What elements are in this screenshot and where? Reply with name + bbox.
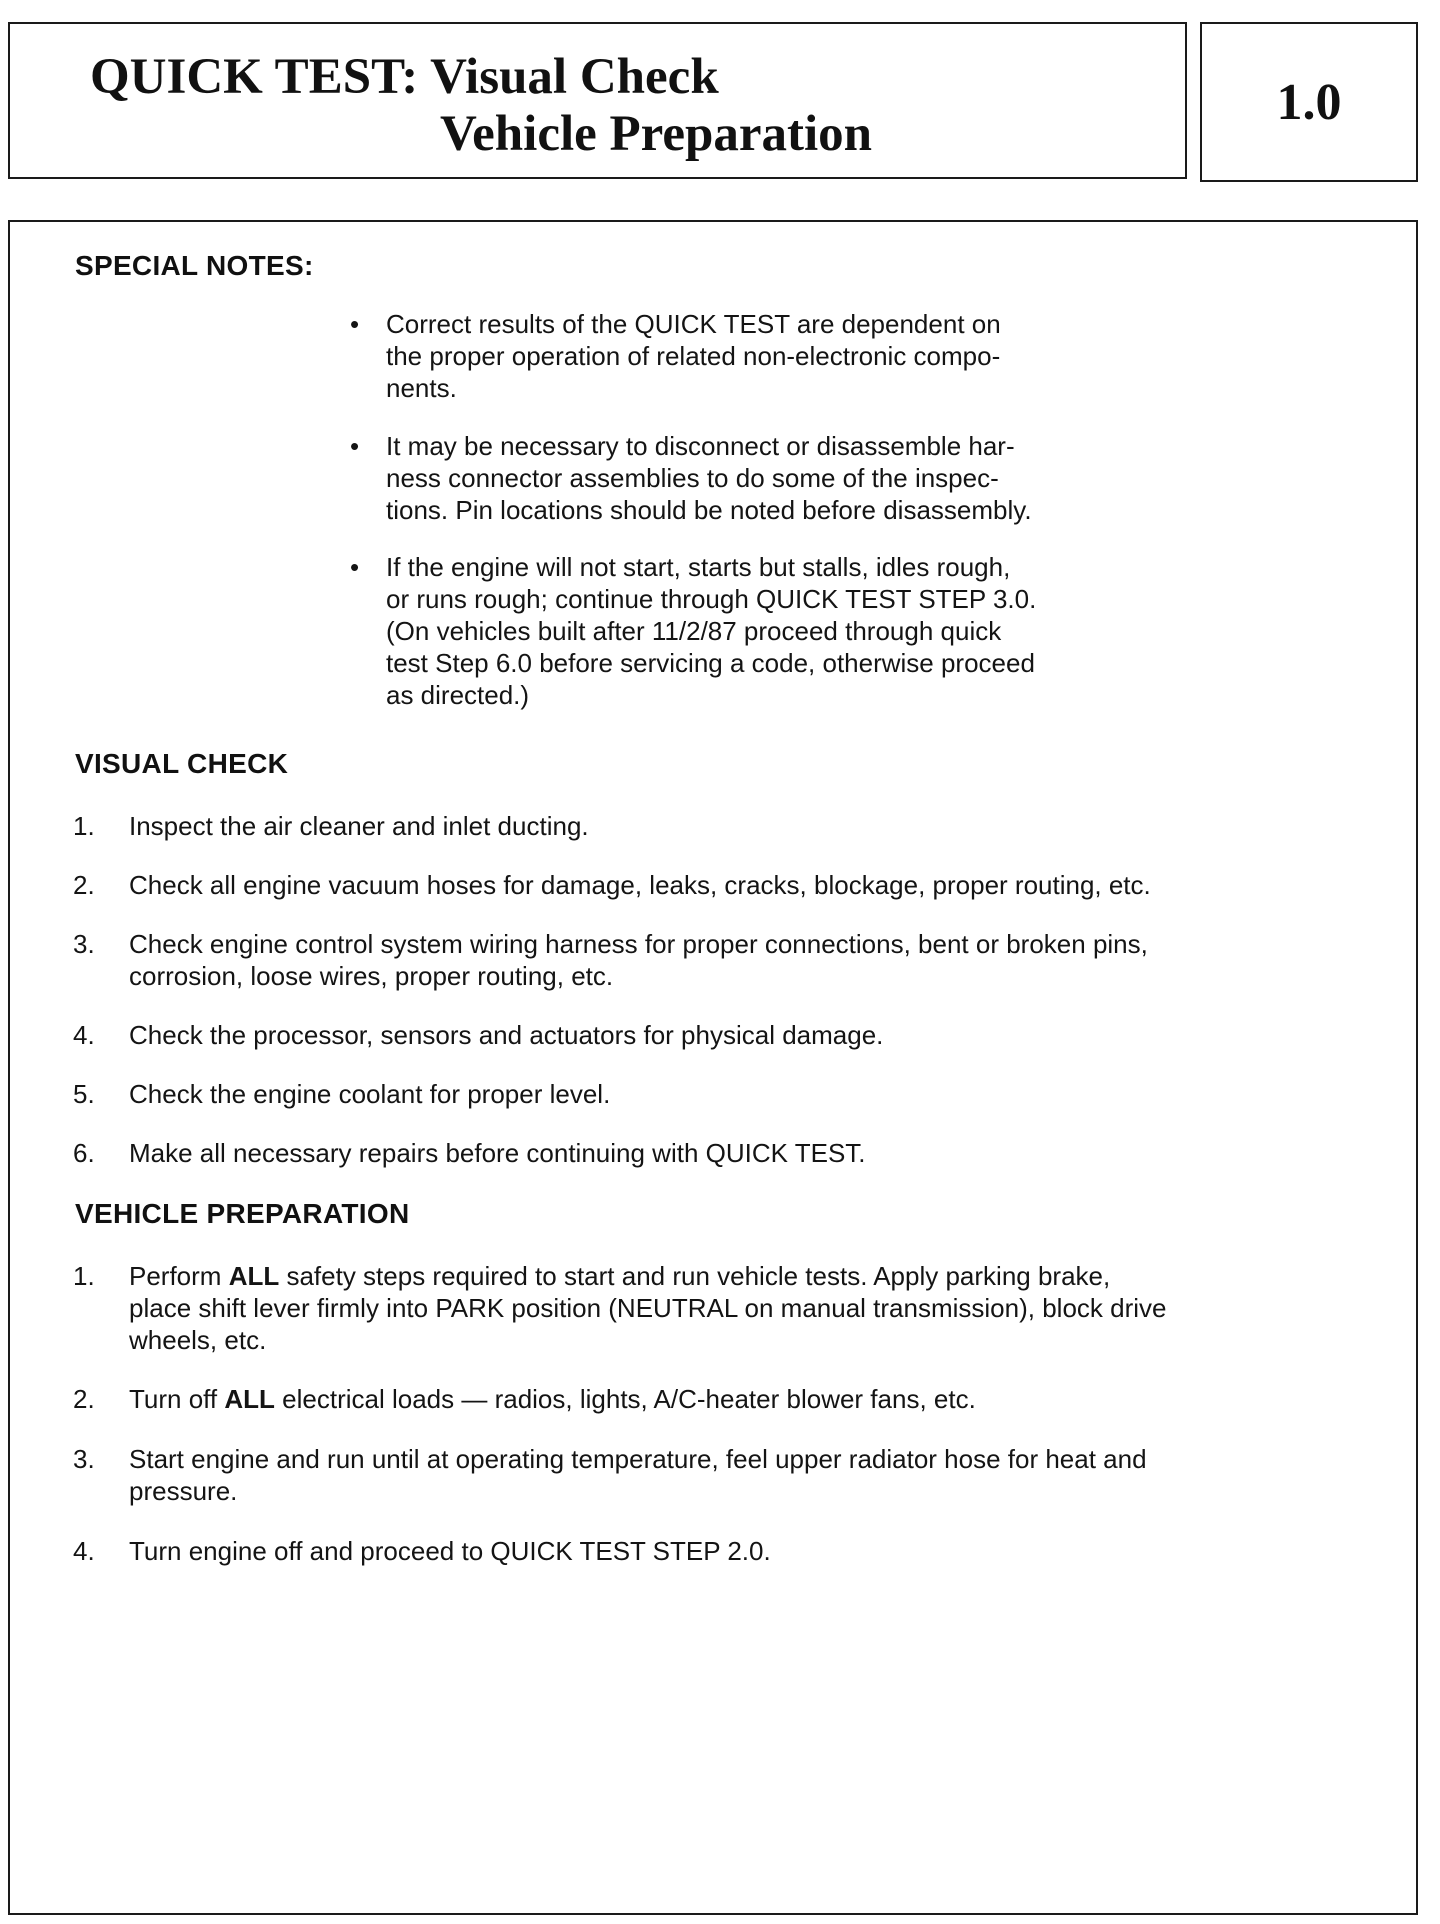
special-note-item bbox=[350, 551, 1360, 711]
visual-check-item bbox=[73, 1078, 1403, 1110]
item-text: Inspect the air cleaner and inlet ducting. bbox=[129, 811, 589, 841]
item-text bbox=[129, 1260, 1403, 1356]
item-text: Check the engine coolant for proper level. bbox=[129, 1079, 611, 1109]
special-note-text: Correct results of the QUICK TEST are dependent on the proper operation of related non-electronic compo- nents. bbox=[386, 309, 1001, 403]
item-text bbox=[129, 1383, 1403, 1415]
visual-check-item bbox=[73, 810, 1403, 842]
visual-check-item bbox=[73, 928, 1403, 992]
item-text: Make all necessary repairs before continuing with QUICK TEST. bbox=[129, 1138, 866, 1168]
item-text: Check engine control system wiring harness for proper connections, bent or broken pins, corrosion, loose wires, proper routing, etc. bbox=[129, 929, 1148, 991]
title-box bbox=[8, 22, 1187, 179]
vehicle-preparation-item bbox=[73, 1260, 1403, 1356]
item-number: 3. bbox=[73, 929, 95, 959]
item-emphasis: ALL bbox=[228, 1261, 280, 1291]
visual-check-heading: VISUAL CHECK bbox=[75, 748, 289, 779]
special-notes-heading: SPECIAL NOTES: bbox=[75, 250, 314, 281]
page-title-line2: Vehicle Preparation bbox=[440, 106, 873, 162]
item-number: 1. bbox=[73, 1261, 95, 1291]
item-emphasis: ALL bbox=[224, 1384, 275, 1414]
visual-check-item bbox=[73, 869, 1403, 901]
item-text: Check all engine vacuum hoses for damage, leaks, cracks, blockage, proper routing, etc. bbox=[129, 870, 1151, 900]
item-number: 4. bbox=[73, 1536, 95, 1566]
special-note-text: It may be necessary to disconnect or disassemble har- ness connector assemblies to do some of the inspec- tions. Pin locations should be noted before disassembly. bbox=[386, 431, 1032, 525]
special-note-text: If the engine will not start, starts but stalls, idles rough, or runs rough; continue through QUICK TEST STEP 3.0. (On vehicles built after 11/2/87 proceed through quick test Step 6.0 before servicing a code, otherwise proceed as directed.) bbox=[386, 552, 1037, 710]
visual-check-item bbox=[73, 1019, 1403, 1051]
vehicle-preparation-item bbox=[73, 1535, 1403, 1567]
item-number: 4. bbox=[73, 1020, 95, 1050]
special-note-item bbox=[350, 308, 1360, 404]
item-number: 5. bbox=[73, 1079, 95, 1109]
bullet-icon: • bbox=[350, 431, 360, 461]
item-text-part: Turn off bbox=[129, 1384, 225, 1414]
section-number-box bbox=[1200, 22, 1418, 182]
section-number: 1.0 bbox=[1276, 73, 1342, 131]
item-number: 2. bbox=[73, 870, 95, 900]
item-text-part: Start engine and run until at operating temperature, feel upper radiator hose for heat and pressure. bbox=[129, 1444, 1147, 1506]
bullet-icon: • bbox=[350, 309, 360, 339]
item-number: 6. bbox=[73, 1138, 95, 1168]
item-text-part: safety steps required to start and run vehicle tests. Apply parking brake, place shift lever firmly into PARK position (NEUTRAL on manual transmission), block drive wheels, etc. bbox=[129, 1261, 1167, 1355]
item-text: Check the processor, sensors and actuators for physical damage. bbox=[129, 1020, 884, 1050]
item-text bbox=[129, 1535, 1403, 1567]
bullet-icon: • bbox=[350, 552, 360, 582]
item-number: 1. bbox=[73, 811, 95, 841]
item-number: 2. bbox=[73, 1384, 95, 1414]
vehicle-preparation-heading: VEHICLE PREPARATION bbox=[75, 1198, 410, 1229]
item-number: 3. bbox=[73, 1444, 95, 1474]
page-title-line1: QUICK TEST: Visual Check bbox=[90, 49, 719, 105]
item-text bbox=[129, 1443, 1403, 1507]
item-text-part: Turn engine off and proceed to QUICK TEST STEP 2.0. bbox=[129, 1536, 771, 1566]
item-text-part: Perform bbox=[129, 1261, 229, 1291]
visual-check-item bbox=[73, 1137, 1403, 1169]
vehicle-preparation-item bbox=[73, 1443, 1403, 1507]
vehicle-preparation-item bbox=[73, 1383, 1403, 1415]
item-text-part: electrical loads — radios, lights, A/C-heater blower fans, etc. bbox=[274, 1384, 976, 1414]
special-note-item bbox=[350, 430, 1360, 526]
